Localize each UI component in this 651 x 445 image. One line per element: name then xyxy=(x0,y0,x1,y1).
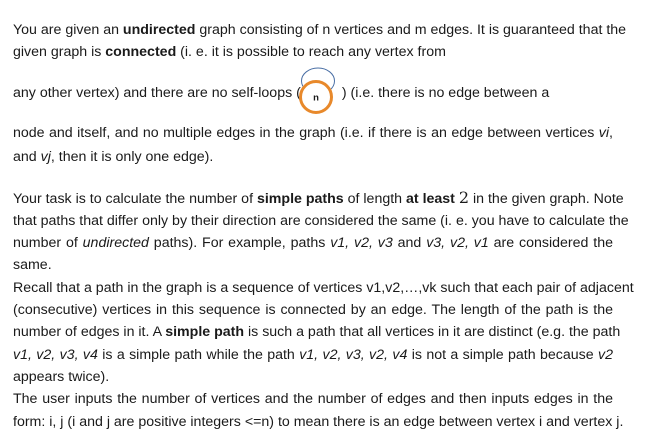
path-example: v3, v2, v1 xyxy=(426,235,489,251)
self-loop-diagram xyxy=(296,64,342,118)
number-two: 2 xyxy=(458,188,470,207)
text: given graph is xyxy=(13,44,106,60)
text: , xyxy=(609,125,613,141)
text: and xyxy=(13,149,41,165)
p2-line-9: appears twice). xyxy=(13,369,110,385)
p2-line-11: form: i, j (i and j are positive integers <=n) to mean there is an edge between vertex i and vertex j. xyxy=(13,414,624,430)
text: are considered the xyxy=(488,235,613,251)
p2-line-5: Recall that a path in the graph is a sequence of vertices v1,v2,…,vk such that each pair of adjacent xyxy=(13,280,634,296)
p2-line-6: (consecutive) vertices in this sequence is connected by an edge. The length of the path is the xyxy=(13,302,613,318)
text: paths). For example, paths xyxy=(148,235,331,251)
text: You are given an xyxy=(13,22,123,38)
path-example: v1, v2, v3, v2, v4 xyxy=(299,347,408,363)
p1-line-5 xyxy=(13,148,213,166)
text: node and itself, and no multiple edges in the graph (i.e. if there is an edge between vertices xyxy=(13,125,599,141)
text: is a simple path while the path xyxy=(97,347,300,363)
emphasis-simple-path: simple path xyxy=(165,324,245,340)
vertex-v2: v2 xyxy=(598,347,613,363)
vertex-vj: vj xyxy=(40,149,51,165)
text: graph consisting of n vertices and m edges. It is guaranteed that the xyxy=(195,22,627,38)
vertex-node-label: n xyxy=(313,92,319,104)
text: any other vertex) and there are no self-loops ( xyxy=(13,85,301,101)
p2-line-1 xyxy=(13,188,624,208)
p1-line-4 xyxy=(13,124,613,142)
p1-line-1 xyxy=(13,21,627,39)
p2-line-10: The user inputs the number of vertices and the number of edges and then inputs edges in the xyxy=(13,391,613,407)
text: , then it is only one edge). xyxy=(50,149,214,165)
text: (i. e. it is possible to reach any vertex from xyxy=(176,44,446,60)
p2-line-4: same. xyxy=(13,257,52,273)
emphasis-connected: connected xyxy=(105,44,177,60)
text: in the given graph. Note xyxy=(469,191,624,207)
text: Your task is to calculate the number of xyxy=(13,191,257,207)
path-example: v1, v2, v3 xyxy=(330,235,393,251)
emphasis-at-least: at least xyxy=(406,191,455,207)
p1-line-2 xyxy=(13,43,446,61)
text: of length xyxy=(343,191,407,207)
emphasis-undirected: undirected xyxy=(122,22,196,38)
vertex-vi: vi xyxy=(598,125,610,141)
p2-line-3 xyxy=(13,234,613,252)
p2-line-7 xyxy=(13,323,621,341)
emphasis-undirected: undirected xyxy=(82,235,149,251)
emphasis-simple-paths: simple paths xyxy=(256,191,344,207)
text: number of xyxy=(13,235,83,251)
p2-line-2: that paths that differ only by their direction are considered the same (i. e. you have to calculate the xyxy=(13,213,629,229)
path-example: v1, v2, v3, v4 xyxy=(13,347,98,363)
text: is not a simple path because xyxy=(407,347,599,363)
text: ) (i.e. there is no edge between a xyxy=(341,85,550,101)
p1-line-3 xyxy=(13,84,549,102)
text: number of edges in it. A xyxy=(13,324,166,340)
text: and xyxy=(392,235,427,251)
text: is such a path that all vertices in it are distinct (e.g. the path xyxy=(244,324,621,340)
p2-line-8 xyxy=(13,346,613,364)
